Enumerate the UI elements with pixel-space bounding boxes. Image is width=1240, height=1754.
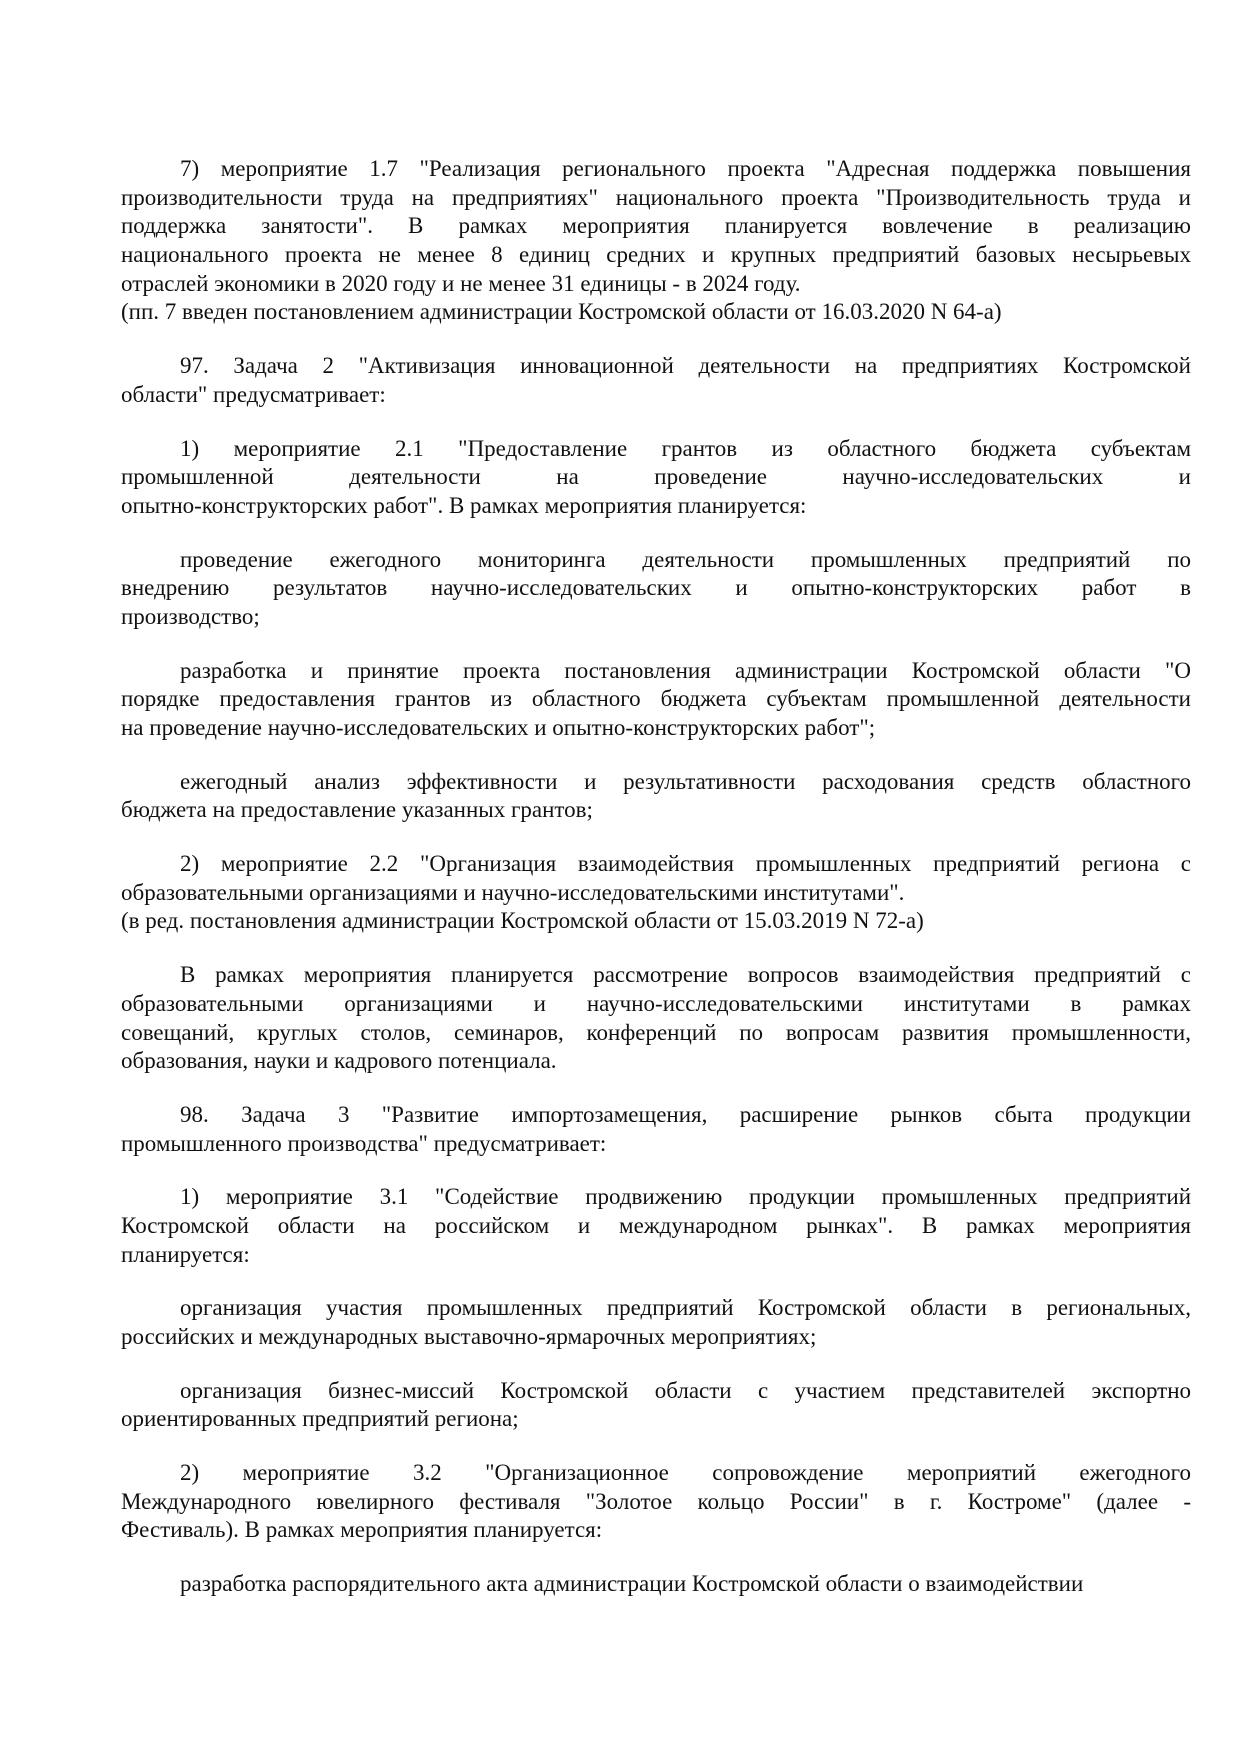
text-line: опытно-конструкторских работ". В рамках мероприятия планируется: (121, 492, 807, 518)
text-line: внедрению результатов научно-исследовательских и опытно-конструкторских работ в (121, 575, 1191, 601)
paragraph (121, 1459, 1191, 1545)
paragraph (121, 1570, 1191, 1599)
text-line: образования, науки и кадрового потенциала. (121, 1048, 557, 1074)
text-line: поддержка занятости". В рамках мероприятия планируется вовлечение в реализацию (121, 213, 1191, 239)
text-line: 1) мероприятие 2.1 "Предоставление грантов из областного бюджета субъектам (180, 435, 1191, 461)
text-line: 7) мероприятие 1.7 "Реализация регионального проекта "Адресная поддержка повышения (180, 156, 1191, 181)
text-line: проведение ежегодного мониторинга деятельности промышленных предприятий по (180, 546, 1191, 572)
paragraph (121, 352, 1191, 409)
text-line: порядке предоставления грантов из областного бюджета субъектам промышленной деятельности (121, 686, 1191, 712)
text-line: организация участия промышленных предприятий Костромской области в региональных, (180, 1295, 1191, 1321)
text-line: производство; (121, 603, 260, 629)
text-line: Фестиваль). В рамках мероприятия планируется: (121, 1517, 603, 1543)
amendment-note: (пп. 7 введен постановлением администрации Костромской области от 16.03.2020 N 64-а) (121, 299, 1002, 325)
paragraph (121, 1183, 1191, 1269)
paragraph (121, 546, 1191, 632)
paragraph (121, 850, 1191, 936)
text-line: ежегодный анализ эффективности и результативности расходования средств областного (180, 768, 1191, 794)
text-line: 97. Задача 2 "Активизация инновационной деятельности на предприятиях Костромской (180, 353, 1191, 379)
text-line: 98. Задача 3 "Развитие импортозамещения, расширение рынков сбыта продукции (180, 1101, 1191, 1127)
text-line: 2) мероприятие 3.2 "Организационное сопровождение мероприятий ежегодного (180, 1460, 1191, 1486)
text-line: разработка и принятие проекта постановления администрации Костромской области "О (180, 657, 1191, 683)
text-line: на проведение научно-исследовательских и опытно-конструкторских работ"; (121, 715, 876, 740)
paragraph (121, 1377, 1191, 1434)
text-line: разработка распорядительного акта администрации Костромской области о взаимодействии (180, 1571, 1084, 1597)
text-line: 2) мероприятие 2.2 "Организация взаимодействия промышленных предприятий региона с (180, 851, 1191, 877)
text-line: российских и международных выставочно-ярмарочных мероприятиях; (121, 1324, 817, 1349)
text-line: промышленного производства" предусматривает: (121, 1130, 607, 1156)
text-line: Международного ювелирного фестиваля "Золотое кольцо России" в г. Костроме" (далее - (121, 1488, 1191, 1514)
paragraph (121, 961, 1191, 1076)
paragraph (121, 1294, 1191, 1351)
text-line: планируется: (121, 1241, 250, 1267)
paragraph (121, 1101, 1191, 1158)
text-line: ориентированных предприятий региона; (121, 1406, 519, 1432)
document-page (121, 155, 1191, 1624)
text-line: В рамках мероприятия планируется рассмотрение вопросов взаимодействия предприятий с (180, 962, 1191, 988)
paragraph (121, 435, 1191, 521)
paragraph (121, 657, 1191, 743)
text-line: организация бизнес-миссий Костромской области с участием представителей экспортно (180, 1377, 1191, 1403)
text-line: бюджета на предоставление указанных грантов; (121, 797, 593, 823)
paragraph (121, 155, 1191, 327)
text-line: образовательными организациями и научно-исследовательскими институтами в рамках (121, 990, 1191, 1016)
text-line: области" предусматривает: (121, 381, 386, 407)
text-line: 1) мероприятие 3.1 "Содействие продвижению продукции промышленных предприятий (180, 1184, 1191, 1210)
amendment-note: (в ред. постановления администрации Костромской области от 15.03.2019 N 72-а) (121, 908, 924, 934)
text-line: национального проекта не менее 8 единиц средних и крупных предприятий базовых несырьевых (121, 242, 1191, 268)
text-line: отраслей экономики в 2020 году и не менее 31 единицы - в 2024 году. (121, 270, 801, 296)
text-line: промышленной деятельности на проведение научно-исследовательских и (121, 464, 1191, 490)
text-line: Костромской области на российском и международном рынках". В рамках мероприятия (121, 1212, 1191, 1238)
text-line: образовательными организациями и научно-исследовательскими институтами". (121, 879, 905, 905)
text-line: производительности труда на предприятиях" национального проекта "Производительность труда и (121, 184, 1191, 210)
paragraph (121, 768, 1191, 825)
text-line: совещаний, круглых столов, семинаров, конференций по вопросам развития промышленности, (121, 1019, 1191, 1045)
